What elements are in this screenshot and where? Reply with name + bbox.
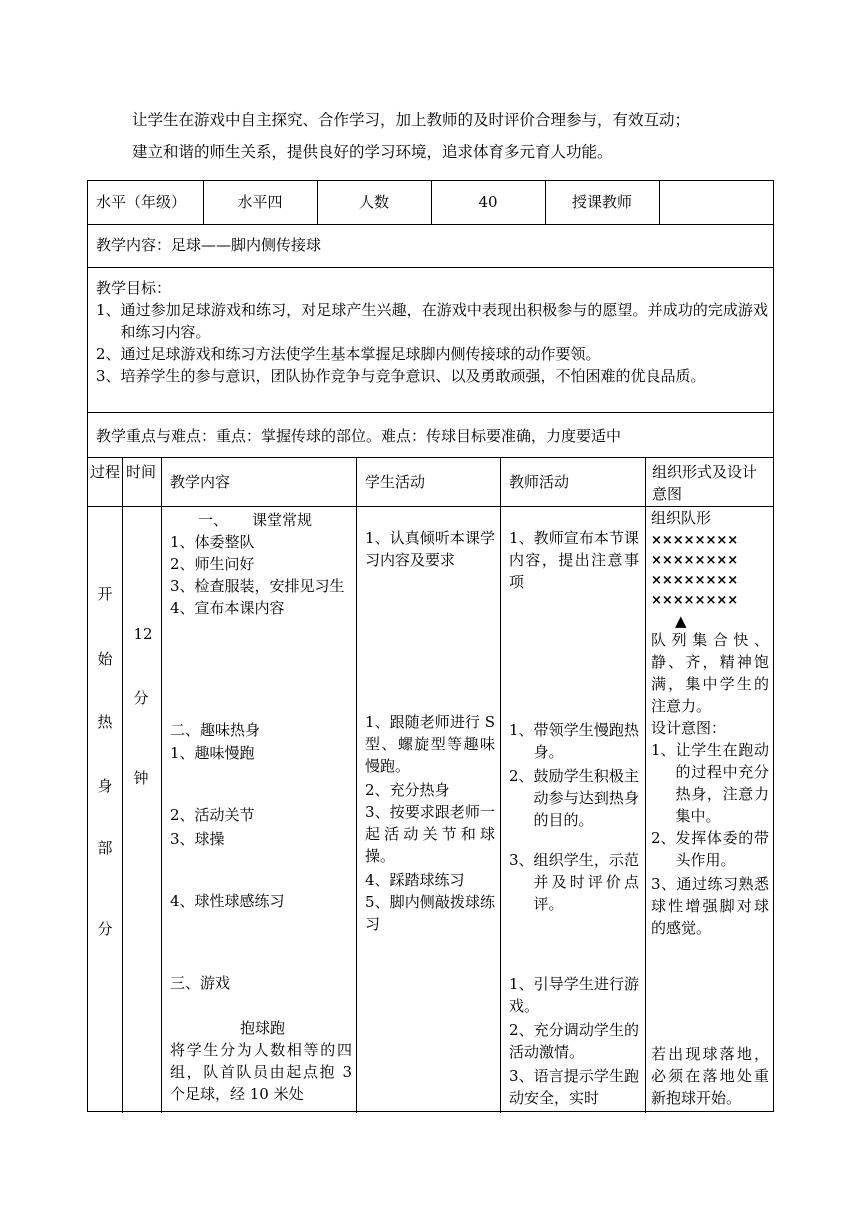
col-divider [122, 457, 123, 1113]
goal-num: 3、 [96, 367, 121, 385]
process-char: 部 [97, 839, 113, 857]
goals-title: 教学目标： [96, 279, 172, 297]
level-label: 水平（年级） [96, 193, 187, 211]
count-label: 人数 [358, 193, 389, 211]
formation-row: ×××××××× [651, 533, 739, 548]
section-3-title: 三、游戏 [170, 974, 231, 992]
content-item: 4、 宣布本课内容 [170, 599, 285, 617]
goal-text: 培养学生的参与意识，团队协作竞争与竞争意识、以及勇敢顽强，不怕困难的优良品质。 [120, 367, 706, 385]
student-activity: 3、按要求跟老师一起活动关节和球操。 [365, 803, 495, 865]
student-activity: 5、脚内侧敲拨球练习 [365, 893, 495, 933]
teacher-activity: 2、充分调动学生的活动激情。 [509, 1021, 639, 1061]
teacher-activity: 1、 带领学生慢跑热身。 [509, 721, 639, 761]
goal-item [96, 365, 768, 387]
student-activity: 1、认真倾听本课学习内容及要求 [365, 529, 495, 569]
content-item: 4、 球性球感练习 [170, 892, 285, 910]
content-item: 3、 球操 [170, 830, 225, 848]
formation-row: ×××××××× [651, 593, 739, 608]
formation-title: 组织队形 [651, 509, 712, 527]
col-header-process: 过程 [90, 463, 121, 481]
goals-list [96, 299, 768, 387]
goal-item [96, 299, 768, 343]
process-char: 身 [97, 777, 113, 795]
student-activity: 4、踩踏球练习 [365, 871, 465, 889]
teacher-position-icon: ▲ [675, 612, 687, 630]
formation-note: 队列集合快、静、齐，精神饱满，集中学生的注意力。 [651, 631, 769, 715]
time-unit: 分 [133, 689, 149, 707]
key-points: 教学重点与难点：重点：掌握传球的部位。难点：传球目标要准确，力度要适中 [96, 427, 622, 445]
teacher-activity: 3、语言提示学生跑动安全，实时 [509, 1067, 639, 1107]
col-divider [356, 457, 357, 1113]
process-char: 始 [97, 650, 113, 668]
teacher-label: 授课教师 [571, 193, 632, 211]
time-value: 12 [133, 625, 153, 643]
game-name: 抱球跑 [240, 1019, 286, 1037]
process-char: 开 [97, 585, 113, 603]
teacher-activity: 1、引导学生进行游戏。 [509, 975, 639, 1015]
design-item: 3、通过练习熟悉球性增强脚对球的感觉。 [651, 875, 769, 937]
content-item: 1、 体委整队 [170, 533, 255, 551]
formation-row: ×××××××× [651, 553, 739, 568]
content-item: 3、 检查服装，安排见习生 [170, 577, 345, 595]
section-2-title: 二、趣味热身 [170, 721, 261, 739]
content-item: 2、 师生问好 [170, 555, 255, 573]
goal-text: 通过参加足球游戏和练习，对足球产生兴趣，在游戏中表现出积极参与的愿望。并成功的完成游戏和练习内容。 [120, 301, 768, 341]
student-activity: 1、跟随老师进行 S 型、螺旋型等趣味慢跑。 [365, 713, 495, 775]
level-value: 水平四 [237, 193, 283, 211]
process-char: 热 [97, 713, 113, 731]
col-header-student: 学生活动 [365, 473, 426, 491]
teacher-activity: 2、 鼓励学生积极主动参与达到热身的目的。 [509, 767, 639, 829]
formation-row: ×××××××× [651, 573, 739, 588]
row-divider [88, 224, 773, 225]
design-item: 若出现球落地，必须在落地处重新抱球开始。 [651, 1045, 769, 1107]
process-char: 分 [97, 920, 113, 938]
col-divider [161, 457, 162, 1113]
time-unit: 钟 [133, 769, 149, 787]
intro-line-1: 让学生在游戏中自主探究、合作学习，加上教师的及时评价合理参与，有效互动； [132, 111, 691, 129]
lesson-plan-table [87, 180, 774, 1112]
intro-line-2: 建立和谐的师生关系，提供良好的学习环境，追求体育多元育人功能。 [132, 143, 613, 161]
teaching-content: 教学内容：足球——脚内侧传接球 [96, 236, 322, 254]
count-value: 40 [478, 193, 498, 211]
design-title: 设计意图： [651, 719, 727, 737]
design-item: 2、 发挥体委的带头作用。 [651, 829, 769, 869]
content-column [170, 509, 352, 619]
goal-text: 通过足球游戏和练习方法使学生基本掌握足球脚内侧传接球的动作要领。 [120, 345, 601, 363]
row-divider [88, 412, 773, 413]
col-header-content: 教学内容 [170, 473, 231, 491]
col-divider [500, 457, 501, 1113]
goal-item [96, 343, 768, 365]
col-divider [659, 181, 660, 224]
row-divider [88, 457, 773, 458]
col-header-teacher: 教师活动 [509, 473, 570, 491]
teacher-activity: 3、 组织学生，示范并及时评价点评。 [509, 851, 639, 913]
content-item: 2、 活动关节 [170, 806, 255, 824]
teacher-activity: 1、教师宣布本节课内容，提出注意事项 [509, 529, 639, 591]
game-description: 将学生分为人数相等的四组，队首队员由起点抱 3 个足球，经 10 米处 [170, 1041, 352, 1103]
col-divider [645, 457, 646, 1113]
student-activity: 2、充分热身 [365, 781, 450, 799]
row-divider [88, 267, 773, 268]
section-1-title: 一、 课堂常规 [198, 511, 313, 529]
design-item: 1、 让学生在跑动的过程中充分热身，注意力集中。 [651, 741, 769, 825]
goal-num: 1、 [96, 301, 121, 319]
col-header-time: 时间 [126, 463, 157, 481]
content-item: 1、 趣味慢跑 [170, 744, 255, 762]
col-header-organization: 组织形式及设计意图 [652, 463, 758, 503]
goal-num: 2、 [96, 345, 121, 363]
